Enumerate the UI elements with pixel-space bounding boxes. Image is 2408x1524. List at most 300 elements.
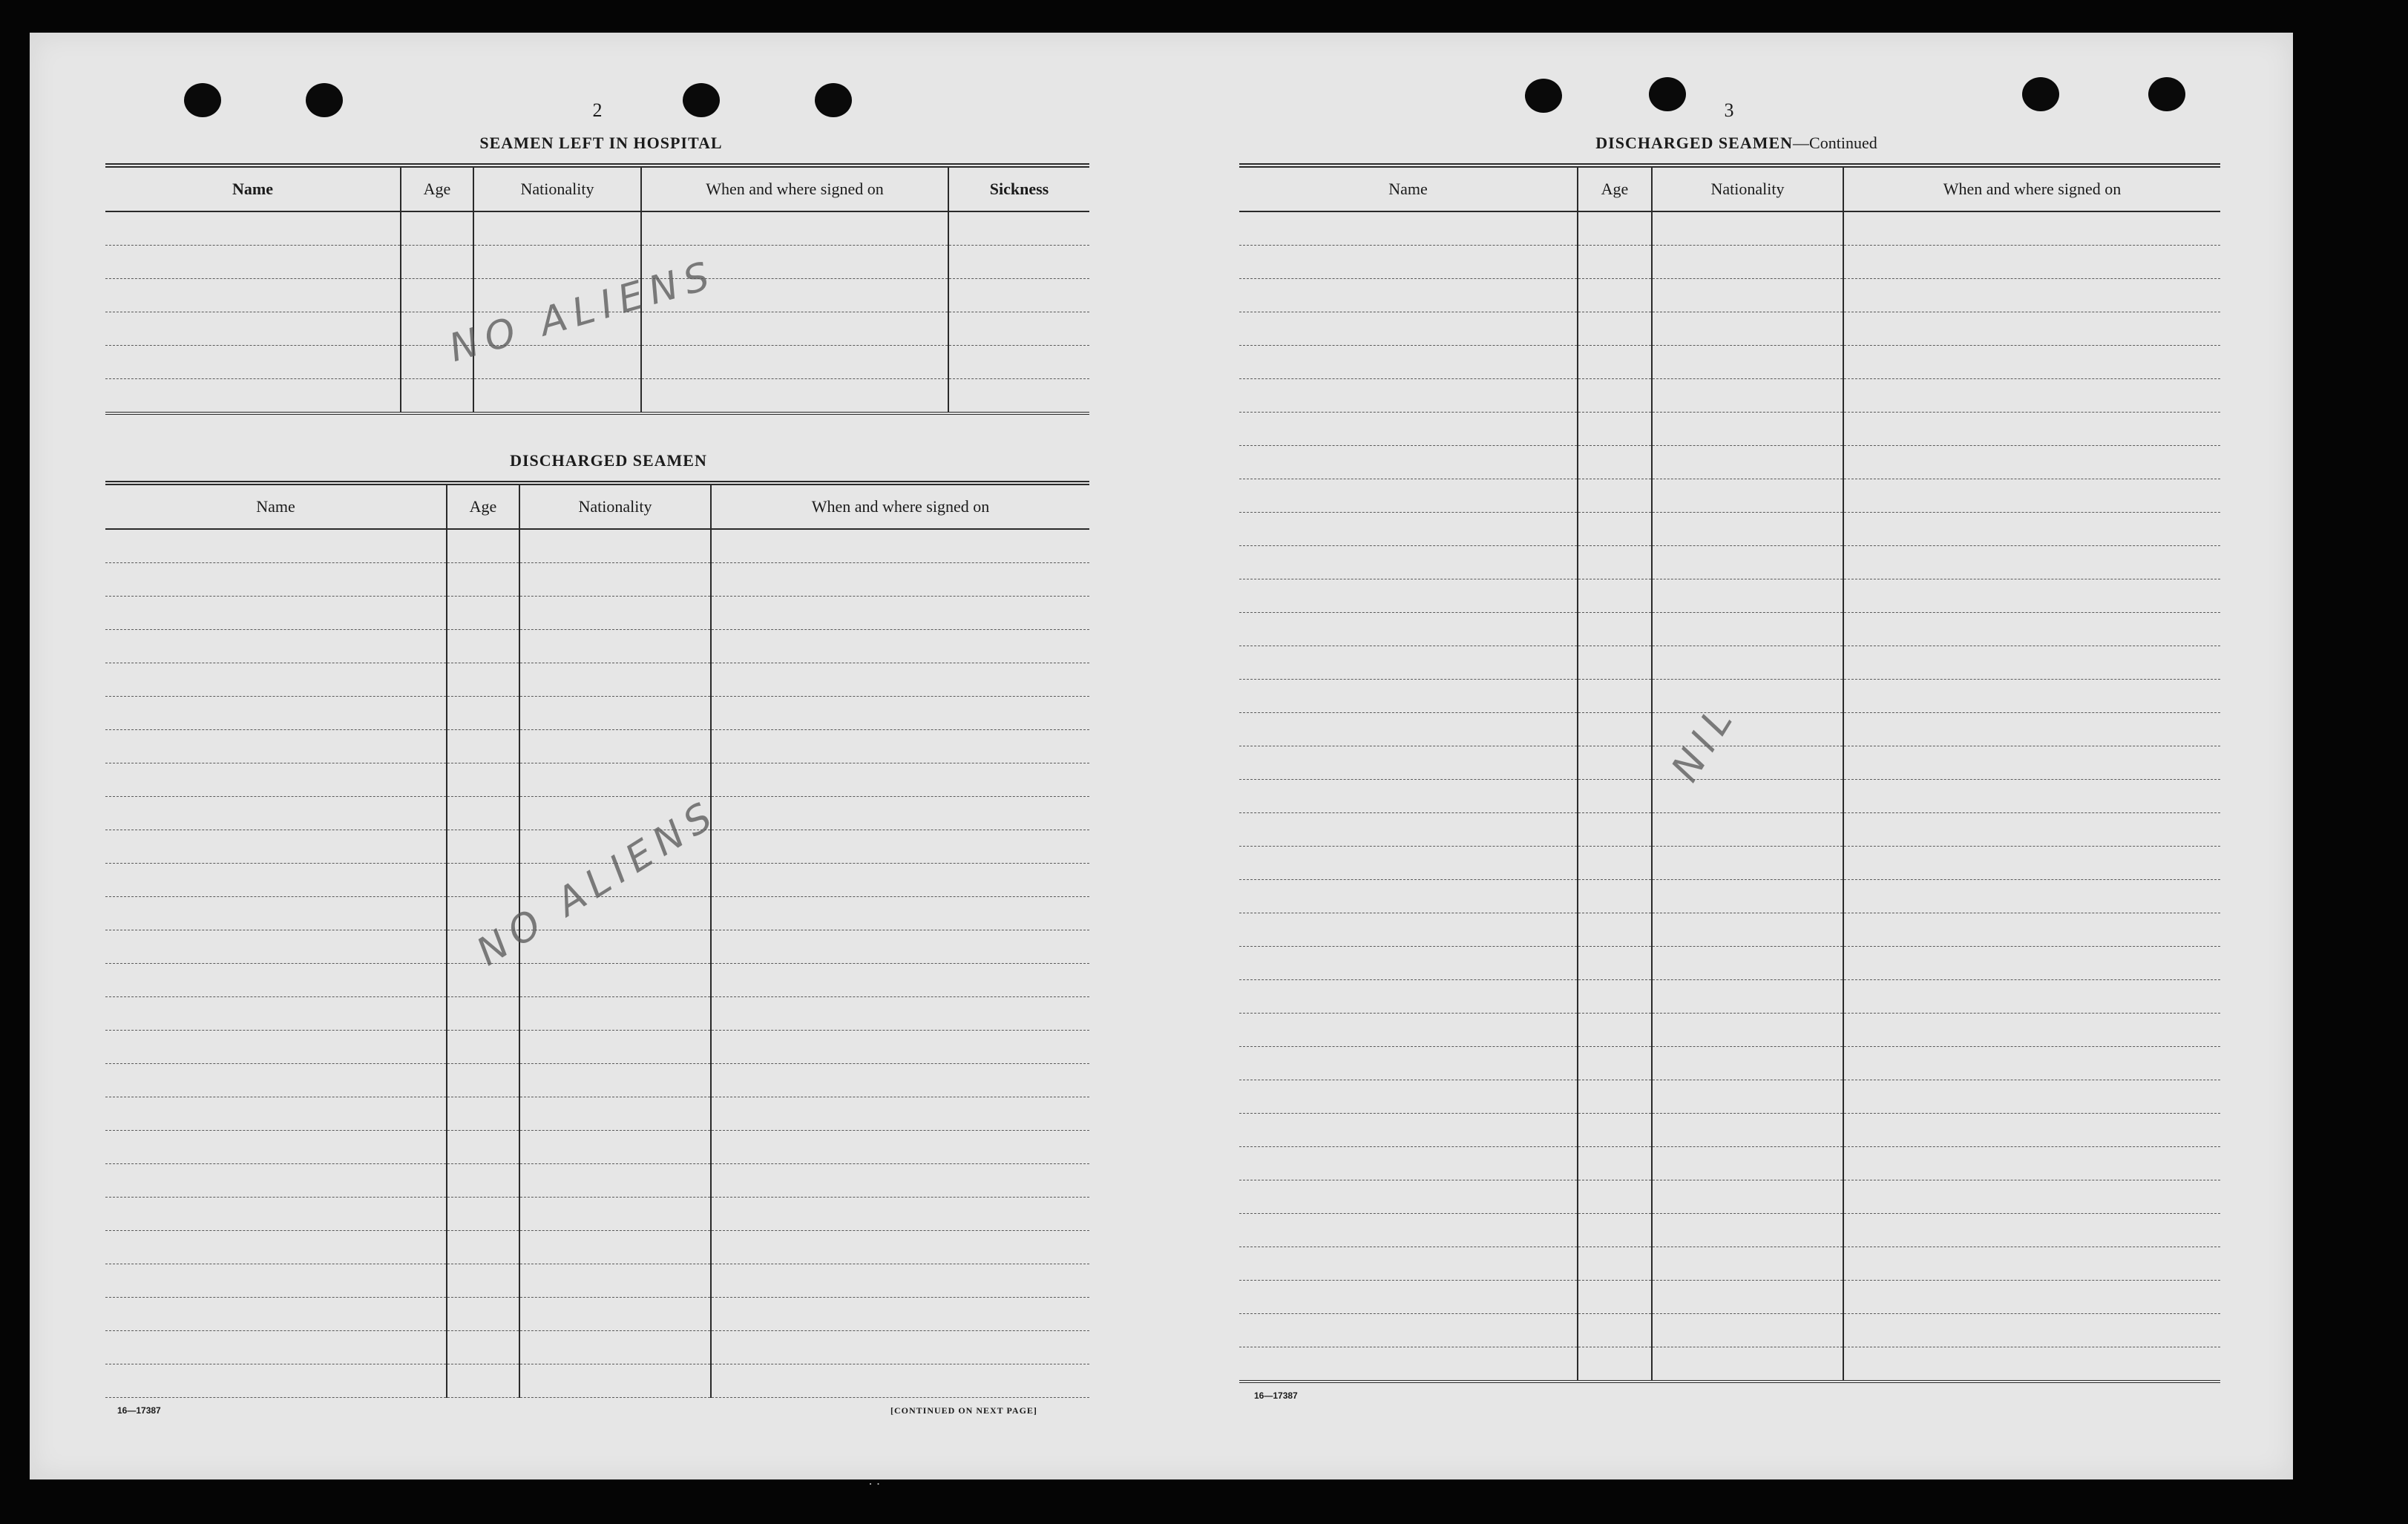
table-cell: [1578, 680, 1652, 713]
table-cell: [105, 1231, 447, 1264]
table-cell: [1578, 246, 1652, 279]
table-cell: [641, 211, 948, 246]
table-row: [1239, 847, 2220, 880]
table-cell: [447, 1298, 519, 1331]
column-header: When and where signed on: [641, 165, 948, 211]
table-cell: [1652, 613, 1843, 646]
table-cell: [1843, 1080, 2220, 1114]
table-cell: [105, 1064, 447, 1097]
table-cell: [1578, 279, 1652, 312]
table-row: [105, 930, 1089, 964]
table-cell: [1652, 1014, 1843, 1047]
discharged-table: [105, 481, 1089, 1398]
table-cell: [1843, 1314, 2220, 1347]
handwritten-note: NO ALIENS: [469, 791, 726, 975]
table-cell: [447, 630, 519, 663]
table-cell: [1652, 312, 1843, 346]
table-cell: [1578, 880, 1652, 913]
table-cell: [1578, 1314, 1652, 1347]
punch-hole: [683, 83, 720, 117]
table-cell: [1239, 1047, 1578, 1080]
table-cell: [1843, 446, 2220, 479]
table-cell: [948, 346, 1089, 379]
table-cell: [519, 1131, 711, 1164]
table-row: [105, 379, 1089, 414]
table-cell: [1843, 346, 2220, 379]
table-cell: [1239, 713, 1578, 746]
column-header: Sickness: [948, 165, 1089, 211]
table-cell: [1843, 513, 2220, 546]
table-cell: [1652, 346, 1843, 379]
table-cell: [711, 1364, 1089, 1398]
table-cell: [1578, 713, 1652, 746]
table-cell: [711, 897, 1089, 930]
table-cell: [1652, 413, 1843, 446]
table-cell: [1578, 980, 1652, 1014]
table-cell: [105, 897, 447, 930]
table-cell: [1239, 613, 1578, 646]
table-row: [1239, 246, 2220, 279]
table-cell: [641, 379, 948, 414]
table-cell: [711, 1031, 1089, 1064]
table-cell: [519, 563, 711, 597]
table-cell: [1843, 713, 2220, 746]
table-header-row: [105, 483, 1089, 529]
table-cell: [711, 1131, 1089, 1164]
table-row: [105, 563, 1089, 597]
page-number: 3: [1724, 99, 1734, 121]
table-cell: [711, 864, 1089, 897]
table-cell: [711, 1264, 1089, 1298]
punch-hole: [815, 83, 852, 117]
table-cell: [1578, 211, 1652, 246]
table-cell: [1578, 1014, 1652, 1047]
table-cell: [519, 1164, 711, 1198]
table-cell: [1652, 1314, 1843, 1347]
table-cell: [1843, 1347, 2220, 1382]
table-cell: [519, 1198, 711, 1231]
table-cell: [711, 1097, 1089, 1131]
table-cell: [447, 1331, 519, 1364]
table-row: [1239, 947, 2220, 980]
table-cell: [1652, 646, 1843, 680]
table-cell: [711, 997, 1089, 1031]
table-cell: [1578, 1047, 1652, 1080]
table-cell: [105, 1031, 447, 1064]
table-cell: [105, 797, 447, 830]
table-cell: [519, 997, 711, 1031]
table-cell: [1239, 379, 1578, 413]
table-cell: [1239, 1114, 1578, 1147]
table-cell: [1652, 479, 1843, 513]
table-cell: [1843, 1214, 2220, 1247]
table-row: [105, 1298, 1089, 1331]
table-cell: [447, 1164, 519, 1198]
table-cell: [641, 346, 948, 379]
table-cell: [105, 529, 447, 563]
table-cell: [401, 211, 473, 246]
table-cell: [711, 529, 1089, 563]
table-cell: [948, 379, 1089, 414]
column-header: Name: [1239, 165, 1578, 211]
table-cell: [105, 379, 401, 414]
table-cell: [105, 1264, 447, 1298]
table-cell: [447, 797, 519, 830]
table-cell: [1843, 312, 2220, 346]
table-row: [1239, 211, 2220, 246]
table-cell: [105, 997, 447, 1031]
table-cell: [1652, 1281, 1843, 1314]
table-cell: [1239, 1180, 1578, 1214]
table-cell: [948, 279, 1089, 312]
table-cell: [711, 1331, 1089, 1364]
table-row: [1239, 880, 2220, 913]
table-row: [1239, 1214, 2220, 1247]
table-cell: [519, 1331, 711, 1364]
table-row: [105, 697, 1089, 730]
table-row: [1239, 513, 2220, 546]
table-row: [1239, 1314, 2220, 1347]
table-cell: [1239, 1281, 1578, 1314]
table-cell: [711, 597, 1089, 630]
punch-hole: [1649, 77, 1686, 111]
table-cell: [1843, 1247, 2220, 1281]
table-cell: [1652, 913, 1843, 947]
table-cell: [1652, 1347, 1843, 1382]
table-cell: [105, 697, 447, 730]
table-cell: [1239, 1080, 1578, 1114]
table-cell: [1239, 1247, 1578, 1281]
table-cell: [711, 830, 1089, 864]
table-cell: [105, 763, 447, 797]
table-cell: [1843, 1147, 2220, 1180]
table-cell: [711, 563, 1089, 597]
table-cell: [519, 630, 711, 663]
table-cell: [711, 697, 1089, 730]
punch-hole: [2148, 77, 2185, 111]
table-cell: [447, 997, 519, 1031]
table-cell: [105, 346, 401, 379]
table-cell: [105, 563, 447, 597]
column-header: Age: [447, 483, 519, 529]
table-cell: [1652, 680, 1843, 713]
table-row: [105, 1198, 1089, 1231]
table-cell: [1843, 680, 2220, 713]
table-cell: [1578, 1281, 1652, 1314]
table-cell: [1843, 646, 2220, 680]
table-cell: [1652, 211, 1843, 246]
table-cell: [1239, 1014, 1578, 1047]
table-row: [105, 246, 1089, 279]
table-cell: [519, 1231, 711, 1264]
table-row: [105, 730, 1089, 763]
table-row: [105, 1231, 1089, 1264]
table-cell: [1652, 579, 1843, 613]
table-cell: [1843, 279, 2220, 312]
table-cell: [711, 1064, 1089, 1097]
table-cell: [711, 763, 1089, 797]
table-cell: [1239, 546, 1578, 579]
table-cell: [447, 563, 519, 597]
table-cell: [1843, 1281, 2220, 1314]
table-cell: [447, 1198, 519, 1231]
table-cell: [948, 246, 1089, 279]
table-cell: [105, 1097, 447, 1131]
table-cell: [1843, 211, 2220, 246]
table-cell: [711, 630, 1089, 663]
table-row: [1239, 1114, 2220, 1147]
table-cell: [1578, 1114, 1652, 1147]
table-cell: [1843, 379, 2220, 413]
table-row: [1239, 1080, 2220, 1114]
table-row: [1239, 1180, 2220, 1214]
column-header: Age: [1578, 165, 1652, 211]
column-header: Age: [401, 165, 473, 211]
table-row: [105, 1364, 1089, 1398]
table-cell: [1239, 346, 1578, 379]
table-cell: [948, 312, 1089, 346]
table-cell: [1652, 780, 1843, 813]
table-cell: [105, 1198, 447, 1231]
punch-hole: [306, 83, 343, 117]
table-cell: [105, 246, 401, 279]
table-cell: [1239, 646, 1578, 680]
table-cell: [1578, 413, 1652, 446]
table-cell: [105, 964, 447, 997]
table-cell: [1239, 813, 1578, 847]
table-cell: [1652, 847, 1843, 880]
table-row: [1239, 1047, 2220, 1080]
table-row: [105, 1064, 1089, 1097]
table-row: [105, 1031, 1089, 1064]
table-row: [105, 997, 1089, 1031]
table-cell: [1578, 546, 1652, 579]
table-row: [105, 763, 1089, 797]
table-cell: [1843, 1047, 2220, 1080]
table-cell: [1843, 546, 2220, 579]
table-cell: [1843, 1180, 2220, 1214]
table-cell: [1239, 1347, 1578, 1382]
table-row: [1239, 413, 2220, 446]
table-row: [105, 630, 1089, 663]
table-cell: [1578, 913, 1652, 947]
table-cell: [1652, 246, 1843, 279]
table-cell: [519, 1364, 711, 1398]
table-cell: [1652, 1180, 1843, 1214]
table-cell: [447, 964, 519, 997]
table-row: [1239, 613, 2220, 646]
table-cell: [1652, 446, 1843, 479]
table-cell: [105, 279, 401, 312]
table-cell: [1843, 847, 2220, 880]
table-cell: [447, 730, 519, 763]
table-cell: [1239, 513, 1578, 546]
table-cell: [447, 830, 519, 864]
table-cell: [1578, 479, 1652, 513]
handwritten-note: NIL: [1663, 694, 1746, 789]
table-cell: [1843, 880, 2220, 913]
table-cell: [105, 312, 401, 346]
table-cell: [1843, 479, 2220, 513]
table-cell: [1578, 1347, 1652, 1382]
table-cell: [401, 279, 473, 312]
table-cell: [519, 1031, 711, 1064]
table-row: [1239, 479, 2220, 513]
table-header-row: [105, 165, 1089, 211]
table-cell: [1578, 847, 1652, 880]
table-cell: [105, 1131, 447, 1164]
table-cell: [1652, 1114, 1843, 1147]
table-cell: [1578, 312, 1652, 346]
punch-hole: [184, 83, 221, 117]
table-cell: [105, 730, 447, 763]
table-cell: [1239, 780, 1578, 813]
table-cell: [1578, 1180, 1652, 1214]
table-cell: [711, 663, 1089, 697]
table-cell: [447, 663, 519, 697]
table-cell: [1578, 1080, 1652, 1114]
table-cell: [641, 312, 948, 346]
table-row: [1239, 579, 2220, 613]
table-cell: [1578, 1214, 1652, 1247]
discharged-continued-table: [1239, 163, 2220, 1383]
table-row: [105, 211, 1089, 246]
section-title-discharged-continued: [1529, 134, 1944, 153]
column-header: Nationality: [1652, 165, 1843, 211]
table-cell: [1652, 513, 1843, 546]
table-cell: [447, 1097, 519, 1131]
table-cell: [711, 730, 1089, 763]
table-cell: [105, 1298, 447, 1331]
table-cell: [1239, 211, 1578, 246]
table-cell: [447, 1031, 519, 1064]
table-cell: [1843, 613, 2220, 646]
column-header: Nationality: [473, 165, 641, 211]
table-cell: [1239, 1214, 1578, 1247]
table-cell: [1239, 913, 1578, 947]
table-cell: [1843, 246, 2220, 279]
table-cell: [1239, 1147, 1578, 1180]
table-cell: [447, 1364, 519, 1398]
table-cell: [105, 211, 401, 246]
table-cell: [105, 663, 447, 697]
table-cell: [1578, 780, 1652, 813]
table-cell: [105, 630, 447, 663]
section-title-main: DISCHARGED SEAMEN: [1595, 134, 1794, 152]
section-title-discharged: DISCHARGED SEAMEN: [510, 451, 707, 470]
column-header: When and where signed on: [711, 483, 1089, 529]
table-cell: [519, 964, 711, 997]
table-row: [1239, 279, 2220, 312]
table-row: [1239, 746, 2220, 780]
table-cell: [1239, 880, 1578, 913]
table-cell: [1843, 980, 2220, 1014]
column-header: Nationality: [519, 483, 711, 529]
table-cell: [1239, 479, 1578, 513]
table-row: [1239, 379, 2220, 413]
table-cell: [473, 211, 641, 246]
table-cell: [519, 730, 711, 763]
table-cell: [1578, 579, 1652, 613]
table-cell: [447, 1231, 519, 1264]
table-cell: [105, 830, 447, 864]
table-cell: [519, 697, 711, 730]
form-code: 16—17387: [117, 1405, 161, 1416]
table-cell: [1843, 780, 2220, 813]
table-cell: [711, 797, 1089, 830]
table-cell: [1239, 847, 1578, 880]
table-cell: [711, 1164, 1089, 1198]
table-cell: [1239, 746, 1578, 780]
table-cell: [1578, 813, 1652, 847]
table-cell: [519, 529, 711, 563]
table-row: [105, 346, 1089, 379]
page-number: 2: [592, 99, 603, 121]
table-cell: [447, 864, 519, 897]
table-cell: [1578, 947, 1652, 980]
table-cell: [711, 930, 1089, 964]
table-row: [1239, 1247, 2220, 1281]
table-cell: [447, 1264, 519, 1298]
table-cell: [447, 1131, 519, 1164]
table-cell: [1578, 646, 1652, 680]
table-cell: [105, 1164, 447, 1198]
table-cell: [105, 1364, 447, 1398]
table-row: [1239, 913, 2220, 947]
table-cell: [105, 597, 447, 630]
table-row: [105, 1264, 1089, 1298]
table-cell: [519, 597, 711, 630]
table-cell: [519, 763, 711, 797]
table-row: [105, 1331, 1089, 1364]
table-cell: [105, 930, 447, 964]
table-cell: [1652, 546, 1843, 579]
form-code: 16—17387: [1254, 1390, 1298, 1401]
section-title-suffix: —Continued: [1793, 134, 1877, 152]
table-cell: [1239, 579, 1578, 613]
table-cell: [401, 246, 473, 279]
table-row: [105, 529, 1089, 563]
column-header: When and where signed on: [1843, 165, 2220, 211]
table-cell: [401, 379, 473, 414]
table-cell: [1239, 312, 1578, 346]
table-cell: [1239, 246, 1578, 279]
table-row: [105, 1097, 1089, 1131]
table-row: [1239, 1347, 2220, 1382]
table-cell: [1578, 379, 1652, 413]
table-cell: [1239, 1314, 1578, 1347]
table-cell: [1652, 947, 1843, 980]
table-cell: [1239, 279, 1578, 312]
table-row: [1239, 1147, 2220, 1180]
table-cell: [105, 864, 447, 897]
table-cell: [1578, 613, 1652, 646]
table-cell: [1652, 1247, 1843, 1281]
table-cell: [519, 1097, 711, 1131]
footer-note: [CONTINUED ON NEXT PAGE]: [890, 1405, 1037, 1416]
table-cell: [473, 246, 641, 279]
table-row: [105, 797, 1089, 830]
table-cell: [519, 1264, 711, 1298]
table-cell: [711, 1231, 1089, 1264]
table-cell: [1239, 446, 1578, 479]
column-header: Name: [105, 165, 401, 211]
table-cell: [1843, 913, 2220, 947]
table-cell: [1652, 1147, 1843, 1180]
table-header-row: [1239, 165, 2220, 211]
table-cell: [1578, 346, 1652, 379]
table-cell: [1652, 1047, 1843, 1080]
